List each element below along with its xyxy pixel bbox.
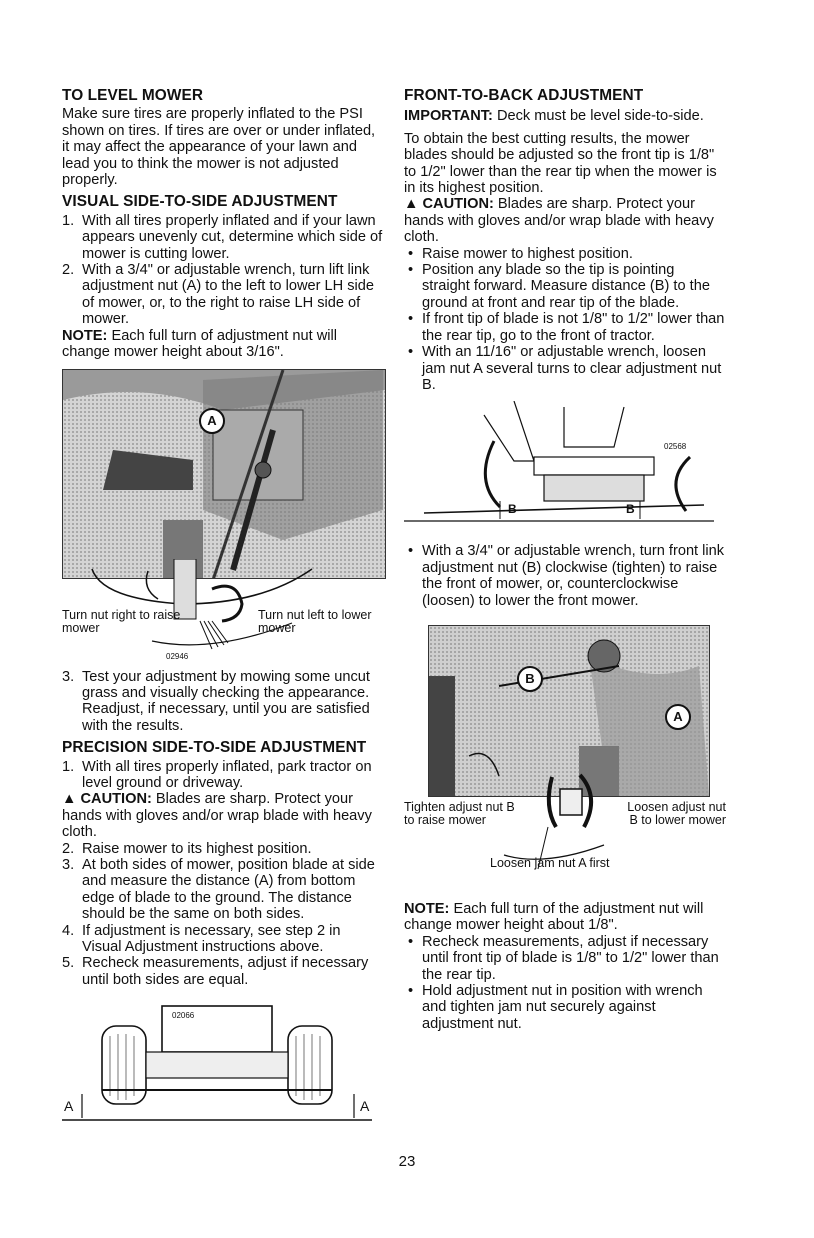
step-text: With all tires properly inflated and if your lawn appears unevenly cut, determine which side of mower is cutting lower. (82, 212, 383, 262)
caution-paragraph (404, 196, 726, 245)
label-b-front: B (508, 502, 517, 517)
important-text: Deck must be level side-to-side. (492, 108, 704, 125)
blade-measure-figure (404, 401, 726, 537)
list-item (62, 262, 384, 328)
front-link-bullet (404, 543, 726, 609)
blade-measure-diagram (404, 401, 726, 537)
level-mower-text: Make sure tires are properly inflated to the PSI shown on tires. If tires are over or under inflated, it may affect the appearance of your lawn and lead you to think the mower is not adjusted properly. (62, 106, 376, 189)
list-item: • With an 11/16" or adjustable wrench, loosen jam nut A several turns to clear adjustment nut B. (404, 344, 726, 393)
front-to-back-text: To obtain the best cutting results, the mower blades should be adjusted so the front tip is 1/8" to 1/2" lower than the rear tip when the mower is in its highest position. (404, 130, 717, 197)
note-paragraph (404, 901, 726, 934)
left-column (62, 88, 384, 1132)
visual-steps-list (62, 213, 384, 328)
visual-adjustment-heading: VISUAL SIDE-TO-SIDE ADJUSTMENT (62, 193, 338, 211)
step-number: 2. (62, 262, 75, 279)
note-label: NOTE: (404, 900, 450, 917)
marker-a: A (665, 704, 691, 730)
precision-steps-list (62, 841, 384, 989)
step-text: With all tires properly inflated, park tractor on level ground or driveway. (82, 758, 372, 791)
precision-step1-list (62, 759, 384, 792)
step-number: 3. (62, 856, 75, 873)
level-mower-heading: TO LEVEL MOWER (62, 87, 204, 104)
list-item: • Recheck measurements, adjust if necessary until front tip of blade is 1/8" to 1/2" lower than the rear tip. (404, 934, 726, 983)
loosen-caption: Loosen adjust nut B to lower mower (627, 799, 726, 828)
step-number: 3. (62, 668, 75, 685)
lift-link-photo (62, 369, 386, 579)
list-item: • Hold adjustment nut in position with wrench and tighten jam nut securely against adjustment nut. (404, 983, 726, 1032)
list-item (62, 213, 384, 262)
warning-icon: ▲ (62, 791, 81, 808)
turn-left-caption: Turn nut left to lower mower (258, 607, 372, 635)
label-a-left: A (64, 1098, 74, 1115)
caution-text: Blades are sharp. Protect your hands with gloves and/or wrap blade with heavy cloth. (62, 791, 372, 841)
label-a-right: A (360, 1098, 370, 1115)
front-to-back-bullets (404, 246, 726, 394)
list-item (62, 759, 384, 792)
marker-a: A (199, 408, 225, 434)
marker-b: B (517, 666, 543, 692)
step-number: 5. (62, 955, 75, 972)
figure-code: 02066 (172, 1011, 195, 1021)
deck-level-diagram (62, 996, 384, 1126)
caution-label: CAUTION: (80, 791, 152, 808)
jam-nut-caption: Loosen jam nut A first (490, 855, 610, 870)
list-item: • If front tip of blade is not 1/8" to 1/2" lower than the rear tip, go to the front of tractor. (404, 311, 726, 344)
important-label: IMPORTANT: (404, 108, 493, 125)
caution-text: Blades are sharp. Protect your hands with gloves and/or wrap blade with heavy cloth. (404, 196, 714, 246)
step-number: 2. (62, 840, 75, 857)
step-number: 4. (62, 922, 75, 939)
list-item (62, 923, 384, 956)
deck-level-figure (62, 996, 384, 1126)
list-item (62, 857, 384, 923)
figure-code: 02946 (166, 651, 189, 661)
step-text: If adjustment is necessary, see step 2 in Visual Adjustment instructions above. (82, 922, 341, 955)
step-text: Test your adjustment by mowing some uncut grass and visually checking the appearance. Readjust, if necessary, until you are satisfied with the results. (82, 668, 370, 734)
front-link-figure (404, 617, 726, 887)
list-item: • With a 3/4" or adjustable wrench, turn front link adjustment nut (B) clockwise (tighten) to raise the front of mower, or, counterclockwise (loosen) to lower the front mower. (404, 543, 726, 609)
figure-code: 02568 (664, 442, 687, 452)
caution-paragraph (62, 791, 384, 840)
step-number: 1. (62, 212, 75, 229)
tighten-caption: Tighten adjust nut B to raise mower (404, 799, 515, 828)
note-text: Each full turn of adjustment nut will change mower height about 3/16". (62, 327, 337, 361)
warning-icon: ▲ (404, 196, 423, 213)
right-column (404, 88, 726, 1032)
note-label: NOTE: (62, 327, 108, 344)
note-paragraph (62, 328, 384, 361)
step-text: With a 3/4" or adjustable wrench, turn lift link adjustment nut (A) to the left to lower LH side of mower, or, to the right to raise LH side of mower. (82, 262, 375, 328)
step-text: Recheck measurements, adjust if necessary until both sides are equal. (82, 955, 369, 988)
list-item (62, 841, 384, 857)
list-item: • Raise mower to highest position. (404, 246, 726, 262)
step-text: At both sides of mower, position blade at side and measure the distance (A) from bottom edge of blade to the ground. The distance should be the same on both sides. (82, 856, 375, 923)
step-number: 1. (62, 758, 75, 775)
important-paragraph (404, 108, 726, 124)
note-text: Each full turn of the adjustment nut will change mower height about 1/8". (404, 900, 704, 934)
list-item: • Position any blade so the tip is pointing straight forward. Measure distance (B) to the ground at front and rear tip of the blade. (404, 262, 726, 311)
final-bullets (404, 934, 726, 1032)
page-number: 23 (398, 1153, 416, 1170)
lift-link-illustration (63, 370, 385, 578)
lift-link-figure (62, 369, 384, 663)
list-item (62, 669, 384, 735)
step3-list (62, 669, 384, 735)
list-item (62, 955, 384, 988)
turn-right-caption: Turn nut right to raise mower (62, 607, 181, 635)
label-b-rear: B (626, 502, 635, 517)
front-to-back-heading: FRONT-TO-BACK ADJUSTMENT (404, 87, 644, 104)
step-text: Raise mower to its highest position. (82, 840, 312, 857)
caution-label: CAUTION: (422, 196, 494, 213)
precision-adjustment-heading: PRECISION SIDE-TO-SIDE ADJUSTMENT (62, 739, 367, 757)
